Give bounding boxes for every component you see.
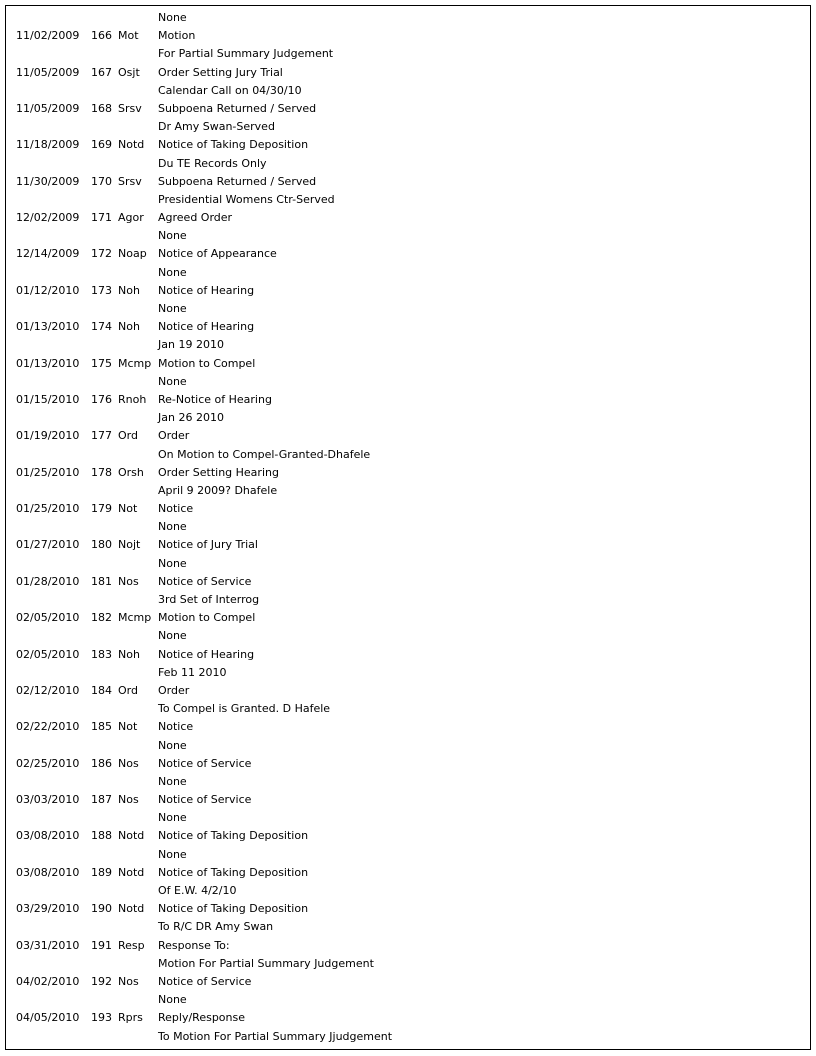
docket-note-row xyxy=(16,482,796,500)
docket-note-row xyxy=(16,155,796,173)
entry-note: None xyxy=(158,629,187,643)
entry-number: 166 xyxy=(91,29,112,43)
docket-note-row xyxy=(16,45,796,63)
entry-date: 03/29/2010 xyxy=(16,902,80,916)
docket-entry-row xyxy=(16,427,796,445)
entry-title: Re-Notice of Hearing xyxy=(158,392,272,406)
entry-title: Notice of Hearing xyxy=(158,647,255,661)
docket-entry-row xyxy=(16,391,796,409)
entry-title: Reply/Response xyxy=(158,1011,246,1025)
entry-title: Order xyxy=(158,683,190,697)
entry-number: 178 xyxy=(91,465,112,479)
docket-entry-row xyxy=(16,718,796,736)
entry-date: 01/19/2010 xyxy=(16,429,80,443)
docket-entry-row xyxy=(16,64,796,82)
entry-title: Notice of Hearing xyxy=(158,283,255,297)
entry-title: Notice of Taking Deposition xyxy=(158,138,309,152)
entry-title: Response To: xyxy=(158,938,230,952)
entry-note: None xyxy=(158,738,187,752)
entry-date: 11/05/2009 xyxy=(16,65,80,79)
entry-note: None xyxy=(158,811,187,825)
entry-date: 02/22/2010 xyxy=(16,720,80,734)
entry-date: 11/02/2009 xyxy=(16,29,80,43)
entry-date: 01/12/2010 xyxy=(16,283,80,297)
entry-note: Du TE Records Only xyxy=(158,156,267,170)
entry-note: Calendar Call on 04/30/10 xyxy=(158,83,302,97)
docket-entry-row xyxy=(16,464,796,482)
entry-note: None xyxy=(158,229,187,243)
entry-note: To Motion For Partial Summary Jjudgement xyxy=(158,1029,393,1043)
docket-entry-row xyxy=(16,973,796,991)
docket-note-row xyxy=(16,191,796,209)
entry-note: None xyxy=(158,11,187,24)
docket-note-row xyxy=(16,518,796,536)
docket-entry-row xyxy=(16,500,796,518)
docket-entry-row xyxy=(16,318,796,336)
entry-code: Not xyxy=(118,720,138,734)
entry-code: Nos xyxy=(118,974,139,988)
entry-date: 03/08/2010 xyxy=(16,829,80,843)
entry-title: Notice xyxy=(158,502,194,516)
entry-date: 03/08/2010 xyxy=(16,865,80,879)
entry-code: Agor xyxy=(118,211,144,225)
docket-note-row xyxy=(16,991,796,1009)
entry-number: 175 xyxy=(91,356,112,370)
entry-number: 189 xyxy=(91,865,112,879)
entry-note: 3rd Set of Interrog xyxy=(158,593,260,606)
docket-entry-row xyxy=(16,755,796,773)
entry-note: To R/C DR Amy Swan xyxy=(158,920,274,934)
entry-code: Noh xyxy=(118,647,140,661)
docket-entry-row xyxy=(16,900,796,918)
docket-note-row xyxy=(16,773,796,791)
entry-code: Osjt xyxy=(118,65,140,79)
entry-number: 179 xyxy=(91,502,112,516)
entry-date: 11/18/2009 xyxy=(16,138,80,152)
entry-title: Notice of Jury Trial xyxy=(158,538,258,552)
docket-note-row xyxy=(16,82,796,100)
entry-note: Presidential Womens Ctr-Served xyxy=(158,192,335,206)
entry-note: None xyxy=(158,520,187,534)
docket-note-row xyxy=(16,264,796,282)
docket-entry-row xyxy=(16,536,796,554)
entry-note: Jan 19 2010 xyxy=(158,338,224,352)
entry-number: 182 xyxy=(91,611,112,625)
entry-number: 193 xyxy=(91,1011,112,1025)
entry-title: Motion xyxy=(158,29,196,43)
entry-code: Notd xyxy=(118,138,145,152)
docket-entry-row xyxy=(16,573,796,591)
docket-entry-row xyxy=(16,27,796,45)
docket-entry-row xyxy=(16,791,796,809)
entry-code: Mcmp xyxy=(118,356,152,370)
entry-date: 12/02/2009 xyxy=(16,211,80,225)
entry-date: 03/03/2010 xyxy=(16,793,80,807)
entry-code: Mcmp xyxy=(118,611,152,625)
docket-entry-row xyxy=(16,355,796,373)
docket-entry-row xyxy=(16,682,796,700)
docket-note-row xyxy=(16,409,796,427)
entry-title: Order Setting Jury Trial xyxy=(158,65,283,79)
entry-code: Notd xyxy=(118,829,145,843)
docket-note-row xyxy=(16,555,796,573)
docket-note-row xyxy=(16,809,796,827)
entry-number: 186 xyxy=(91,756,112,770)
entry-number: 181 xyxy=(91,574,112,588)
entry-title: Order xyxy=(158,429,190,443)
entry-note: Motion For Partial Summary Judgement xyxy=(158,956,374,970)
entry-note: None xyxy=(158,302,187,315)
entry-number: 190 xyxy=(91,902,112,916)
entry-note: On Motion to Compel-Granted-Dhafele xyxy=(158,447,371,461)
entry-title: Notice xyxy=(158,720,194,734)
docket-note-row xyxy=(16,627,796,645)
entry-number: 187 xyxy=(91,793,112,807)
entry-title: Subpoena Returned / Served xyxy=(158,174,317,188)
entry-note: To Compel is Granted. D Hafele xyxy=(158,702,331,716)
entry-date: 03/31/2010 xyxy=(16,938,80,952)
entry-title: Notice of Hearing xyxy=(158,320,255,334)
entry-title: Notice of Taking Deposition xyxy=(158,902,309,916)
entry-code: Ord xyxy=(118,429,138,443)
docket-note-row xyxy=(16,955,796,973)
entry-code: Notd xyxy=(118,902,145,916)
entry-code: Noap xyxy=(118,247,147,261)
docket-note-row xyxy=(16,846,796,864)
docket-entry-row xyxy=(16,609,796,627)
entry-note: April 9 2009? Dhafele xyxy=(158,483,278,497)
entry-code: Mot xyxy=(118,29,139,43)
entry-title: Notice of Appearance xyxy=(158,247,277,261)
entry-code: Nojt xyxy=(118,538,141,552)
docket-note-row xyxy=(16,446,796,464)
entry-note: Feb 11 2010 xyxy=(158,665,227,679)
docket-entry-row xyxy=(16,937,796,955)
entry-number: 188 xyxy=(91,829,112,843)
docket-entry-row xyxy=(16,136,796,154)
docket-note-row xyxy=(16,918,796,936)
entry-date: 11/05/2009 xyxy=(16,101,80,115)
entry-title: Agreed Order xyxy=(158,211,233,225)
entry-date: 04/02/2010 xyxy=(16,974,80,988)
entry-date: 02/12/2010 xyxy=(16,683,80,697)
entry-code: Srsv xyxy=(118,101,142,115)
entry-code: Srsv xyxy=(118,174,142,188)
entry-code: Ord xyxy=(118,683,138,697)
entry-note: None xyxy=(158,265,187,279)
docket-note-row xyxy=(16,227,796,245)
entry-code: Notd xyxy=(118,865,145,879)
entry-number: 191 xyxy=(91,938,112,952)
entry-number: 173 xyxy=(91,283,112,297)
entry-code: Not xyxy=(118,502,138,516)
entry-date: 01/27/2010 xyxy=(16,538,80,552)
entry-date: 02/05/2010 xyxy=(16,647,80,661)
entry-note: None xyxy=(158,847,187,861)
entry-code: Resp xyxy=(118,938,145,952)
entry-date: 12/14/2009 xyxy=(16,247,80,261)
docket-note-row xyxy=(16,591,796,609)
entry-date: 02/05/2010 xyxy=(16,611,80,625)
entry-title: Motion to Compel xyxy=(158,611,256,625)
entry-note: Dr Amy Swan-Served xyxy=(158,120,275,134)
docket-note-row xyxy=(16,300,796,318)
entry-date: 01/25/2010 xyxy=(16,465,80,479)
entry-note: None xyxy=(158,556,187,570)
entry-number: 183 xyxy=(91,647,112,661)
docket-entry-row xyxy=(16,209,796,227)
entry-note: None xyxy=(158,374,187,388)
entry-code: Rprs xyxy=(118,1011,143,1025)
entry-note: None xyxy=(158,993,187,1007)
entry-note: Of E.W. 4/2/10 xyxy=(158,884,237,897)
entry-date: 01/25/2010 xyxy=(16,502,80,516)
entry-date: 02/25/2010 xyxy=(16,756,80,770)
entry-number: 192 xyxy=(91,974,112,988)
docket-list xyxy=(16,9,796,1046)
entry-title: Notice of Service xyxy=(158,974,252,988)
entry-date: 01/13/2010 xyxy=(16,320,80,334)
docket-entry-row xyxy=(16,173,796,191)
entry-title: Motion to Compel xyxy=(158,356,256,370)
docket-entry-row xyxy=(16,282,796,300)
docket-note-row xyxy=(16,664,796,682)
entry-code: Nos xyxy=(118,574,139,588)
entry-date: 01/15/2010 xyxy=(16,392,80,406)
entry-number: 171 xyxy=(91,211,112,225)
entry-title: Order Setting Hearing xyxy=(158,465,279,479)
docket-entry-row xyxy=(16,827,796,845)
entry-number: 167 xyxy=(91,65,112,79)
entry-code: Noh xyxy=(118,320,140,334)
entry-date: 01/13/2010 xyxy=(16,356,80,370)
entry-code: Nos xyxy=(118,756,139,770)
entry-note: Jan 26 2010 xyxy=(158,411,224,425)
entry-number: 184 xyxy=(91,683,112,697)
entry-title: Notice of Taking Deposition xyxy=(158,829,309,843)
entry-code: Noh xyxy=(118,283,140,297)
entry-date: 01/28/2010 xyxy=(16,574,80,588)
entry-code: Nos xyxy=(118,793,139,807)
entry-number: 185 xyxy=(91,720,112,734)
docket-note-row xyxy=(16,9,796,27)
entry-number: 169 xyxy=(91,138,112,152)
docket-note-row xyxy=(16,118,796,136)
docket-note-row xyxy=(16,700,796,718)
docket-note-row xyxy=(16,336,796,354)
docket-note-row xyxy=(16,373,796,391)
entry-title: Notice of Service xyxy=(158,793,252,807)
entry-number: 177 xyxy=(91,429,112,443)
entry-code: Orsh xyxy=(118,465,144,479)
entry-date: 04/05/2010 xyxy=(16,1011,80,1025)
docket-entry-row xyxy=(16,864,796,882)
docket-note-row xyxy=(16,882,796,900)
entry-number: 170 xyxy=(91,174,112,188)
entry-number: 176 xyxy=(91,392,112,406)
docket-note-row xyxy=(16,737,796,755)
docket-entry-row xyxy=(16,1009,796,1027)
entry-number: 168 xyxy=(91,101,112,115)
docket-entry-row xyxy=(16,245,796,263)
entry-title: Subpoena Returned / Served xyxy=(158,101,317,115)
entry-title: Notice of Service xyxy=(158,574,252,588)
docket-entry-row xyxy=(16,646,796,664)
entry-title: Notice of Taking Deposition xyxy=(158,865,309,879)
docket-entry-row xyxy=(16,100,796,118)
entry-number: 180 xyxy=(91,538,112,552)
entry-number: 174 xyxy=(91,320,112,334)
entry-number: 172 xyxy=(91,247,112,261)
docket-note-row xyxy=(16,1028,796,1046)
entry-date: 11/30/2009 xyxy=(16,174,80,188)
entry-note: For Partial Summary Judgement xyxy=(158,47,334,61)
entry-note: None xyxy=(158,774,187,788)
entry-code: Rnoh xyxy=(118,392,147,406)
entry-title: Notice of Service xyxy=(158,756,252,770)
